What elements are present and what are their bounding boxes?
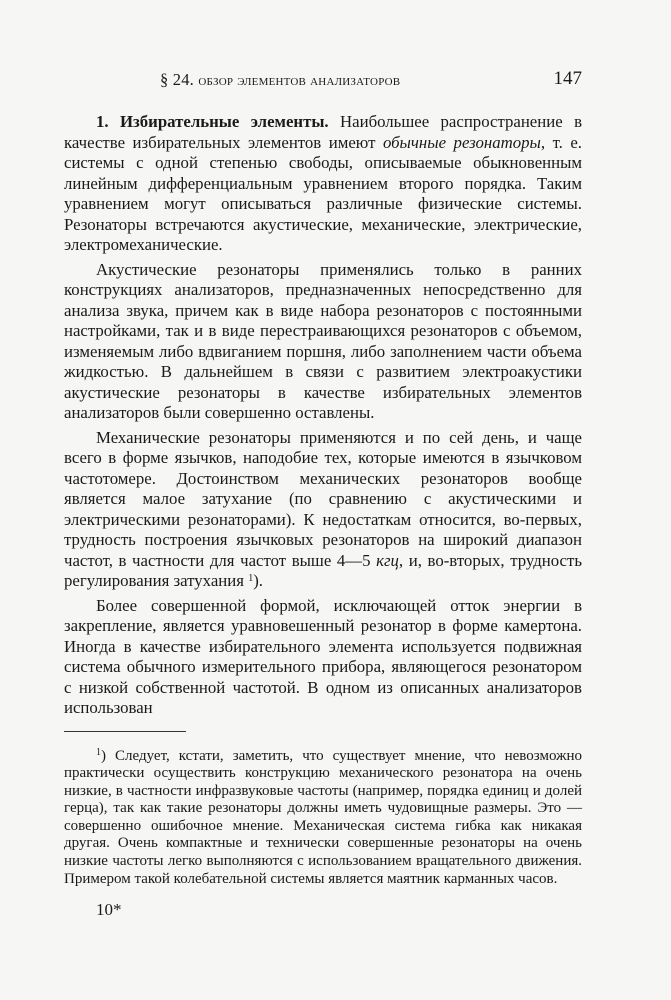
section-number: § 24.	[160, 70, 194, 89]
italic-unit: кгц	[376, 550, 399, 570]
paragraph-3	[64, 428, 582, 592]
footnote	[64, 748, 582, 889]
footnote-text: ) Следует, кстати, заметить, что существует мнение, что невозможно практически осуществить конструкцию механического резонатора на очень низкие, в частности инфразвуковые частоты (например, порядка единиц и долей герца), так как такие резонаторы должны иметь чудовищные размеры. Это — совершенно ошибочное мнение. Механическая система гибка как никакая другая. Очень компактные и технически совершенные резонаторы на очень низкие частоты легко выполняются с использованием вращательного движения. Примером такой колебательной системы является маятник карманных часов.	[64, 747, 582, 887]
paragraph-text: , и, во-вторых, трудность регулирования затухания	[64, 550, 582, 590]
footnote-reference[interactable]: 1	[248, 573, 254, 584]
paragraph-2: Акустические резонаторы применялись только в ранних конструкциях анализаторов, предназначенных непосредственно для анализа звука, причем как в виде набора резонаторов с постоянными настройками, так и в виде перестраивающихся резонаторов с объемом, изменяемым либо вдвиганием поршня, либо заполнением части объема жидкостью. В дальнейшем в связи с развитием электроакустики акустические резонаторы в качестве избирательных элементов анализаторов были совершенно оставлены.	[64, 259, 582, 422]
footnote-marker: 1	[96, 746, 101, 758]
running-title	[160, 70, 400, 90]
main-text	[64, 112, 582, 888]
page-number: 147	[553, 68, 582, 89]
section-title: обзор элементов анализаторов	[198, 72, 401, 89]
footnote-divider	[64, 731, 186, 732]
paragraph-text: ).	[253, 571, 263, 590]
paragraph-heading: 1. Избирательные элементы.	[96, 112, 329, 131]
signature-mark: 10*	[96, 900, 122, 919]
running-header	[64, 70, 582, 96]
paragraph-1	[64, 112, 582, 256]
paragraph-text: Наибольшее распространение в качестве избирательных элементов имеют	[64, 112, 582, 152]
paragraph-text: Механические резонаторы применяются и по сей день, и чаще всего в форме язычков, наподобие тех, которые имеются в язычковом частотомере. Достоинством механических резонаторов вообще является малое затухание (по сравнению с акустическими и электрическими резонаторами). К недостаткам относится, во-первых, трудность построения язычковых резонаторов на широкий диапазон частот, в частности для частот выше 4—5	[64, 427, 582, 570]
paragraph-text: , т. е. системы с одной степенью свободы, описываемые обыкновенным линейным дифференциальным уравнением второго порядка. Таким уравнением могут описываться различные физические системы. Резонаторы встречаются акустические, механические, электрические, электромеханические.	[64, 132, 582, 254]
italic-term: обычные резонаторы	[382, 132, 541, 152]
paragraph-4: Более совершенной формой, исключающей отток энергии в закрепление, является уравновешенный резонатор в форме камертона. Иногда в качестве избирательного элемента используется подвижная система обычного измерительного прибора, являющегося резонатором с низкой собственной частотой. В одном из описанных анализаторов использован	[64, 595, 582, 717]
page	[64, 70, 582, 888]
